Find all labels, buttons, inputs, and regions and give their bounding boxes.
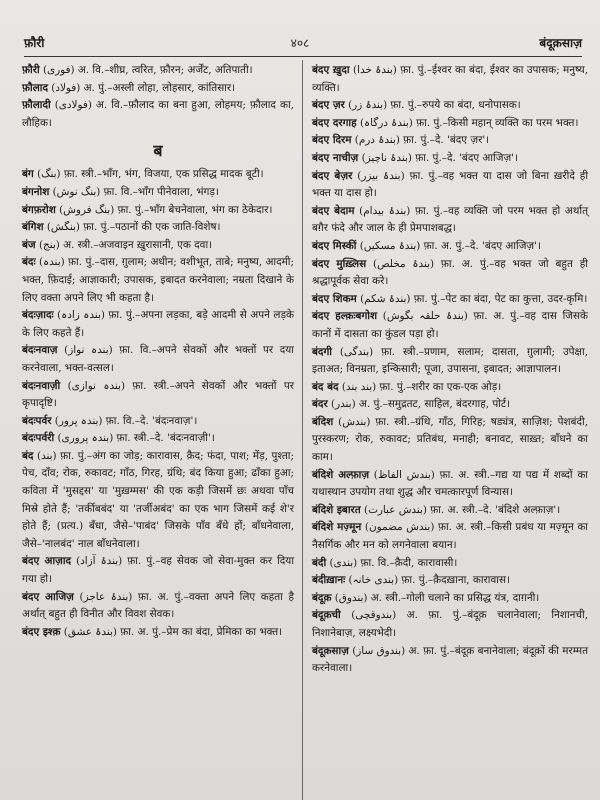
entry-headword: फ़ौलादी (22, 99, 51, 112)
dictionary-entry (22, 97, 294, 132)
entry-definition: (بندۂ حلقہ بگوش) फ़ा. अ. पुं.–वह दास जिसके कानों में दासता का कुंडल पड़ा हो। (312, 310, 588, 340)
dictionary-entry (312, 519, 588, 554)
entry-definition: (بندہ نواز) फ़ा. वि.–अपने सेवकों और भक्तों पर दया करनेवाला, भक्त-वत्सल। (22, 344, 294, 374)
page-number: ४०८ (290, 36, 310, 50)
dictionary-entry (312, 291, 588, 309)
entry-headword: फ़ौलाद (22, 81, 48, 94)
entry-definition: (بندوق) अ. स्त्री.–गोली चलाने का प्रसिद्ध यंत्र, दाग़नी। (331, 591, 540, 604)
entry-headword: बंद बंद (312, 380, 339, 393)
entry-headword: बंदए आज़ाद (22, 555, 72, 568)
dictionary-entry (22, 589, 294, 624)
dictionary-entry (22, 413, 294, 431)
entry-headword: बंदःपर्वर (22, 414, 52, 427)
entry-definition: (بندۂ خدا) फ़ा. पुं.–ईश्वर का बंदा, ईश्वर का उपासक; मनुष्य, व्यक्ति। (312, 64, 589, 94)
dictionary-entry (312, 555, 588, 573)
entry-headword: फ़ौरी (22, 64, 40, 76)
entry-definition: (بندۂ عاجز) फ़ा. अ. पुं.–वक्ता अपने लिए कहता है अर्थात् बहुत ही विनीत और विवश सेवक। (22, 590, 295, 621)
entry-definition: (بندہ پرور) फ़ा. वि.–दे. 'बंदःनवाज़'। (51, 414, 198, 427)
entry-definition: (بندہ زادہ) फ़ा. पुं.–अपना लड़का, बड़े आदमी से अपने लड़के के लिए कहते हैं। (22, 309, 294, 339)
entry-headword: बंदिश (312, 415, 334, 428)
dictionary-entry (312, 238, 588, 256)
entry-definition: (فولاد) अ. पुं.–अस्ली लोहा, लोहसार, कांतिसार। (47, 81, 236, 94)
entry-headword: बंदए इश्क़ (22, 625, 61, 638)
dictionary-entry (22, 553, 294, 588)
dictionary-entry (312, 467, 588, 502)
entry-headword: बंदए आजिज़ (22, 590, 74, 603)
entry-headword: बंदूक़साज़ (312, 644, 349, 657)
entry-headword: बंदःनवाज़ी (22, 379, 61, 392)
entry-definition: (بنگش) फ़ा. पुं.–पठानों की एक जाति-विशेष। (43, 221, 221, 234)
entry-definition: (بندر) अ. पुं.–समुद्रतट, साहिल, बंदरगाह, पोर्ट। (327, 398, 511, 411)
entry-definition: (بندۂ بیزر) फ़ा. पुं.–वह भक्त या दास जो बिना ख़रीदे ही भक्त या दास हो। (312, 169, 589, 200)
entry-definition: (بندہ نوازی) फ़ा. स्त्री.–अपने सेवकों और भक्तों पर कृपादृष्टि। (22, 379, 294, 410)
entry-definition: (بندی) फ़ा. वि.–क़ैदी, कारावासी। (326, 556, 458, 569)
dictionary-entry (312, 414, 588, 467)
left-column (22, 62, 294, 794)
entry-definition: (بندۂ مخلص) फ़ा. अ. पुं.–वह भक्त जो बहुत ही श्रद्धापूर्वक सेवा करे। (312, 257, 588, 288)
entry-headword: बंज (22, 238, 36, 251)
entry-headword: बंदए शिकम (312, 292, 357, 305)
dictionary-entry (22, 202, 294, 220)
entry-definition: (بندۂ درگاہ) फ़ा. पुं.–किसी महान् व्यक्ति का परम भक्त। (356, 116, 579, 129)
dictionary-entry (22, 254, 294, 307)
entry-definition: (بندۂ عشق) फ़ा. अ. पुं.–प्रेम का बंदा, प्रेमिका का भक्त। (60, 625, 283, 638)
header-rule (24, 56, 582, 57)
entry-definition: (بندوق ساز) अ. फ़ा. पुं.–बंदूक़ बनानेवाला; बंदूक़ों की मरम्मत करनेवाला। (312, 644, 588, 675)
dictionary-entry (312, 572, 588, 590)
dictionary-entry (312, 396, 588, 414)
dictionary-entry (22, 80, 294, 98)
dictionary-entry (22, 342, 294, 377)
dictionary-entry (312, 256, 588, 291)
column-divider (302, 60, 303, 800)
dictionary-entry (22, 237, 294, 255)
header-left-word: फ़ौरी (24, 36, 45, 50)
entry-headword: बंदए ज़र (312, 99, 345, 112)
entry-definition: (بنگ) फ़ा. स्त्री.–भाँग, भंग, विजया, एक प्रसिद्ध मादक बूटी। (33, 168, 264, 181)
dictionary-entry (312, 97, 588, 115)
dictionary-entry (22, 307, 294, 342)
entry-headword: बंदए दिरम (312, 134, 352, 147)
dictionary-entry (22, 624, 294, 642)
header-right-word: बंदूक़साज़ (539, 36, 582, 50)
entry-headword: बंगनोश (22, 185, 50, 198)
dictionary-entry (312, 150, 588, 168)
entry-definition: (بند بند) फ़ा. पुं.–शरीर का एक-एक ओड़। (338, 380, 502, 393)
dictionary-entry (22, 448, 294, 554)
entry-headword: बंदूक़ (312, 591, 332, 604)
dictionary-entry (312, 607, 588, 642)
dictionary-entry (312, 379, 588, 397)
entry-headword: बंदूक़ची (312, 609, 341, 622)
entry-headword: बंदए मिस्कीं (312, 239, 357, 252)
section-letter: ब (153, 141, 163, 161)
entry-headword: बंद (22, 449, 34, 462)
entry-headword: बंदए नाचीज़ (312, 151, 359, 164)
dictionary-entry (312, 62, 588, 97)
dictionary-entry (312, 132, 588, 150)
entry-definition: (بندی خانہ) फ़ा. पुं.–क़ैदख़ाना, कारावास। (345, 574, 510, 587)
right-column (312, 62, 588, 794)
dictionary-entry (22, 219, 294, 237)
entry-definition: (بند) फ़ा. पुं.–अंग का जोड़; कारावास, क़ैद; फंदा, पाश; मेंड़, पुश्ता; पेच, दाँव; रोक, रुकावट; गाँठ, गिरह, ग्रंथि; बंद किया हुआ; ढाँका हुआ; कविता में 'मुसद्दस' या 'मुख़म्मस' की एक कड़ी जिसमें छः अथवा पाँच मिस्रे होते हैं; 'तर्कीबबंद' या 'तर्जीअबंद' का एक भाग जिसमें कई शे'र होते हैं; (प्रत्य.) बँधा, जैसे–'पाबंद' जिसके पाँव बँधे हों; बाँधनेवाला, जैसे–'नालबंद' नाल बाँधनेवाला। (22, 449, 294, 550)
entry-definition: (بندۂ ناچیز) फ़ा. पुं.–दे. 'बंदए आजिज़'। (358, 151, 518, 164)
entry-definition: (بندش مضمون) फ़ा. अ. स्त्री.–किसी प्रबंध या मज़्मून का नैसर्गिक और मन को लगनेवाला बयान। (312, 521, 588, 552)
entry-headword: बंदगी (312, 345, 332, 358)
page-header (14, 34, 586, 54)
dictionary-entry (312, 502, 588, 520)
entry-headword: बंगिश (22, 221, 44, 234)
dictionary-entry (312, 643, 588, 678)
entry-headword: बंदःनवाज़ (22, 344, 58, 357)
entry-definition: (فولادی) अ. वि.–फ़ौलाद का बना हुआ, लोहमय; फ़ौलाद का, लौहिक। (22, 99, 294, 129)
entry-definition: (بنگ فروش) फ़ा. पुं.–भाँग बेचनेवाला, भंग का ठेकेदार। (55, 203, 273, 216)
entry-definition: (فوری) अ. वि.–शीघ्र, त्वरित, फ़ौरन; अर्जेंट, अतिपाती। (39, 64, 253, 76)
entry-definition: (بندش الفاظ) फ़ा. अ. स्त्री.–गद्य या पद्य में शब्दों का यथास्थान उपयोग तथा शुद्ध और चमत्कारपूर्ण विन्यास। (312, 468, 588, 499)
entry-definition: (بندۂ بیدام) फ़ा. पुं.–वह व्यक्ति जो परम भक्त हो अर्थात् बग़ैर फंदे और जाल के ही प्रेमपाशबद्ध। (312, 204, 589, 235)
entry-headword: बंदिशे अल्फ़ाज़ (312, 468, 370, 481)
entry-headword: बंदए हल्क़ःबगोश (312, 310, 378, 323)
entry-definition: (بندش) फ़ा. स्त्री.–ग्रंथि, गाँठ, गिरिह; षड्यंत्र, साज़िश; पेशबंदी, पुरस्करण; रोक, रुकावट; प्रतिबंध, मनाही; बनावट, साख़्त; बाँधने का काम। (312, 415, 588, 464)
entry-headword: बंदःपर्वरी (22, 432, 55, 445)
entry-headword: बंदए बेज़र (312, 169, 353, 182)
entry-definition: (بندۂ زر) फ़ा. पुं.–रुपये का बंदा, धनोपासक। (344, 99, 521, 112)
entry-definition: (بندۂ درم) फ़ा. पुं.–दे. 'बंदए ज़र'। (351, 134, 490, 147)
entry-headword: बंदिशे इबारत (312, 503, 361, 516)
dictionary-entry (22, 166, 294, 184)
entry-definition: (بندہ پروری) फ़ा. स्त्री.–दे. 'बंदःनवाज़ी'। (54, 432, 215, 445)
entry-definition: (بندۂ آزاد) फ़ा. पुं.–वह सेवक जो सेवा-मुक्त कर दिया गया हो। (22, 555, 295, 586)
dictionary-entry (312, 344, 588, 379)
dictionary-entry (22, 430, 294, 448)
entry-headword: बंग (22, 168, 34, 181)
entry-definition: (بندۂ شکم) फ़ा. पुं.–पेट का बंदा, पेट का कुत्ता, उदर-कृमि। (356, 292, 588, 305)
dictionary-entry (312, 168, 588, 203)
entry-definition: (بندش عبارت) फ़ा. अ. स्त्री.–दे. 'बंदिशे अल्फ़ाज़'। (360, 503, 561, 516)
entry-headword: बंदए दरगाह (312, 116, 357, 129)
entry-headword: बंगफ़रोश (22, 203, 56, 216)
entry-headword: बंदी (312, 556, 327, 569)
entry-headword: बंदर (312, 398, 328, 411)
dictionary-entry (312, 203, 588, 238)
entry-headword: बंदःज़ादः (22, 309, 54, 322)
entry-headword: बंदः (22, 256, 36, 269)
entry-headword: बंदिशे मज़्मून (312, 521, 362, 534)
dictionary-entry (312, 590, 588, 608)
entry-definition: (بندگی) फ़ा. स्त्री.–प्रणाम, सलाम; दासता, ग़ुलामी; उपेक्षा, इताअत; विनम्रता, इन्किसारी; पूजा, उपासना, इबादत; आज्ञापालन। (312, 345, 589, 376)
dictionary-entry (312, 115, 588, 133)
entry-definition: (بندۂ مسکیں) फ़ा. अ. पुं.–दे. 'बंदए आजिज़'। (356, 239, 541, 252)
dictionary-entry (22, 184, 294, 202)
entry-definition: (بنج) अ. स्त्री.–अजवाइन ख़ुरासानी, एक दवा। (35, 238, 213, 251)
entry-definition: (بندہ) फ़ा. पुं.–दास, ग़ुलाम; अधीन; वशीभूत, ताबे; मनुष्य, आदमी; भक्त, फ़िदाई; आज्ञाकारी; उपासक, इबादत करनेवाला; नम्रता दिखाने के लिए वक्ता अपने लिए भी कहता है। (22, 256, 294, 304)
entry-definition: (بنگ نوش) फ़ा. वि.–भाँग पीनेवाला, भंगड़। (49, 185, 219, 198)
dictionary-entry (312, 308, 588, 343)
entry-headword: बंदीख़ानः (312, 574, 346, 587)
dictionary-entry (22, 378, 294, 413)
dictionary-entry (22, 62, 294, 80)
entry-definition: (بندوقچی) अ. फ़ा. पुं.–बंदूक़ चलानेवाला; निशानची, निशानेबाज़, लक्ष्यभेदी। (312, 609, 588, 639)
entry-headword: बंदए मुख़्लिस (312, 257, 367, 270)
entry-headword: बंदए ख़ुदा (312, 64, 350, 76)
entry-headword: बंदए बेदाम (312, 204, 355, 217)
